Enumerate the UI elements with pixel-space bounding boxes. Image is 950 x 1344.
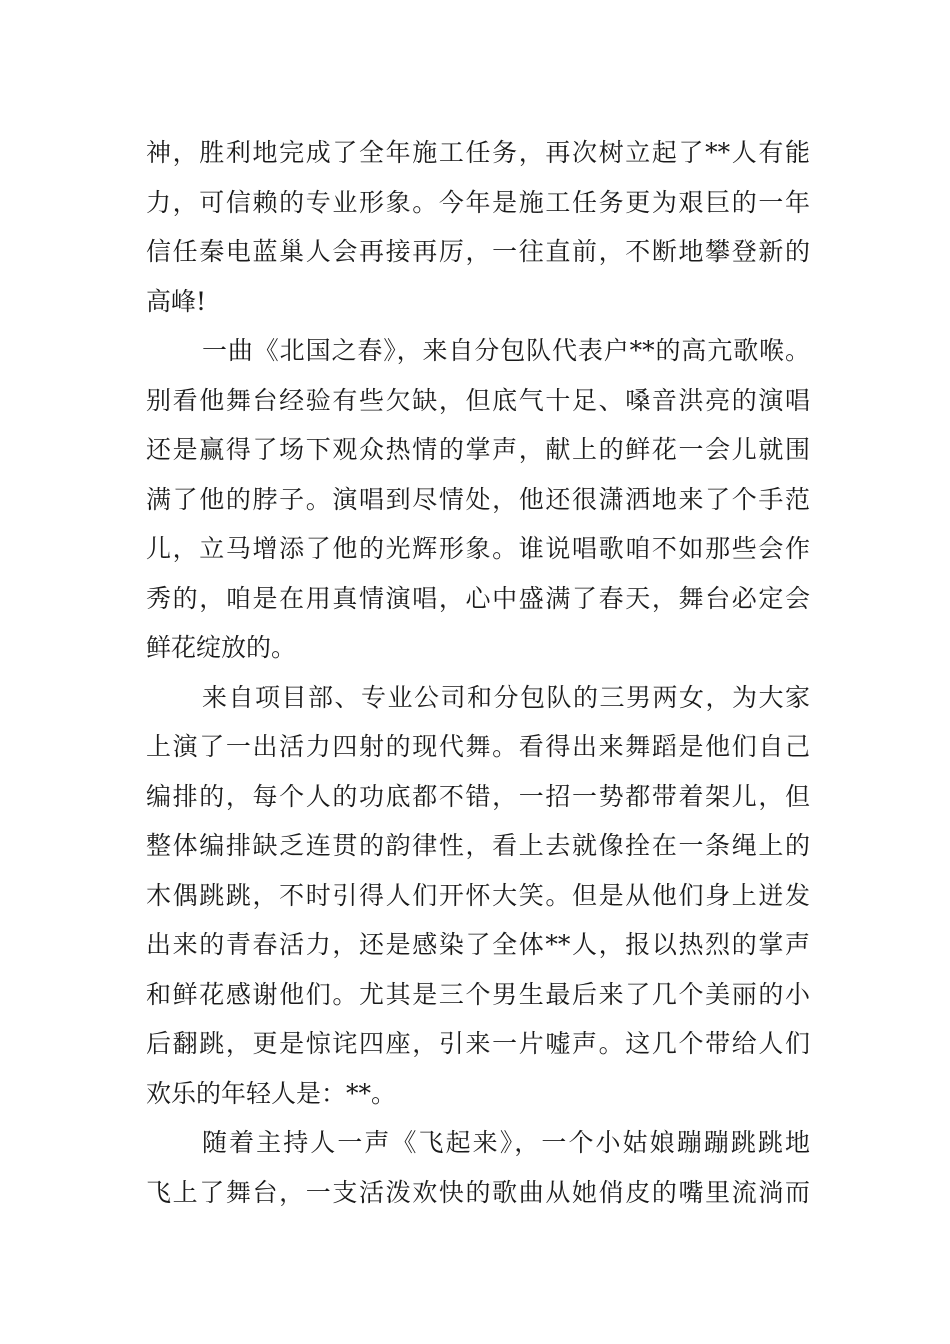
text-line: 出来的青春活力，还是感染了全体**人，报以热烈的掌声 xyxy=(146,930,810,959)
text-line: 还是赢得了场下观众热情的掌声，献上的鲜花一会儿就围 xyxy=(146,435,810,464)
text-line: 来自项目部、专业公司和分包队的三男两女，为大家 xyxy=(202,682,810,712)
text-line: 别看他舞台经验有些欠缺，但底气十足、嗓音洪亮的演唱 xyxy=(146,385,810,415)
text-line: 编排的，每个人的功底都不错，一招一势都带着架儿，但 xyxy=(146,781,810,811)
text-line: 满了他的脖子。演唱到尽情处，他还很潇洒地来了个手范 xyxy=(146,484,810,514)
text-line: 随着主持人一声《飞起来》，一个小姑娘蹦蹦跳跳地 xyxy=(202,1128,810,1157)
text-line: 高峰! xyxy=(146,286,207,316)
text-line: 木偶跳跳，不时引得人们开怀大笑。但是从他们身上迸发 xyxy=(146,880,810,910)
body-text xyxy=(146,128,810,1217)
text-line: 秀的，咱是在用真情演唱，心中盛满了春天，舞台必定会 xyxy=(146,583,810,613)
text-line: 鲜花绽放的。 xyxy=(146,633,297,662)
text-line: 飞上了舞台，一支活泼欢快的歌曲从她俏皮的嘴里流淌而 xyxy=(146,1177,810,1207)
text-line: 整体编排缺乏连贯的韵律性，看上去就像拴在一条绳上的 xyxy=(146,831,810,860)
text-line: 后翻跳，更是惊诧四座，引来一片嘘声。这几个带给人们 xyxy=(146,1029,810,1058)
text-line: 一曲《北国之春》，来自分包队代表户**的高亢歌喉。 xyxy=(202,336,810,365)
text-line: 上演了一出活力四射的现代舞。看得出来舞蹈是他们自己 xyxy=(146,732,810,761)
text-line: 和鲜花感谢他们。尤其是三个男生最后来了几个美丽的小 xyxy=(146,979,810,1009)
text-line: 信任秦电蓝巢人会再接再厉，一往直前，不断地攀登新的 xyxy=(146,237,810,266)
text-line: 欢乐的年轻人是：**。 xyxy=(146,1078,397,1108)
text-line: 神，胜利地完成了全年施工任务，再次树立起了**人有能 xyxy=(146,138,810,167)
text-line: 儿，立马增添了他的光辉形象。谁说唱歌咱不如那些会作 xyxy=(146,534,810,563)
text-line: 力，可信赖的专业形象。今年是施工任务更为艰巨的一年 xyxy=(146,187,810,217)
